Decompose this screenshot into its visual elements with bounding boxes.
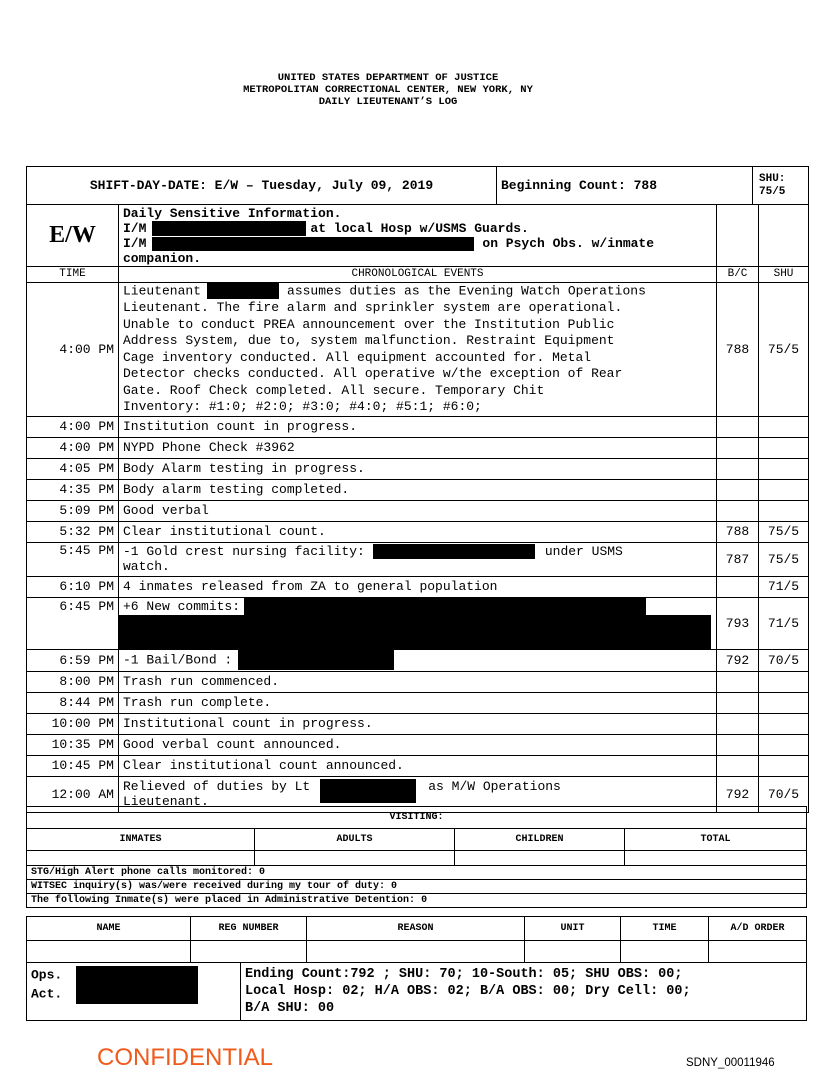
column-shu: SHU [759,267,809,283]
entry-bc [717,734,759,755]
table-row [27,283,809,416]
entry-shu [759,734,809,755]
header-line-2: METROPOLITAN CORRECTIONAL CENTER, NEW YORK, NY [243,84,533,96]
sensitive-line-3-prefix: I/M [123,236,147,252]
entry-line: Lieutenant. [123,794,209,809]
entry-time: 5:45 PM [27,542,119,576]
ending-line-3: B/A SHU: 00 [245,1001,335,1016]
entry-time: 6:59 PM [27,649,119,671]
entry-prefix: -1 Bail/Bond : [123,651,233,667]
entry-bc: 788 [717,283,759,416]
shift-day-date: SHIFT-DAY-DATE: E/W – Tuesday, July 09, 2019 [27,167,497,205]
entry-bc [717,755,759,776]
signatures [27,963,241,1021]
entry-time: 4:05 PM [27,458,119,479]
redaction-box [152,237,474,251]
entry-line: Cage inventory conducted. All equipment accounted for. Metal [123,349,592,365]
bates-number: SDNY_00011946 [686,1057,775,1069]
entry-shu [759,458,809,479]
entry-shu [759,479,809,500]
redaction-box [76,984,198,1004]
entry-line: Lieutenant. The fire alarm and sprinkler system are operational. [123,300,623,315]
table-row [27,576,809,597]
sensitive-line-3-suffix: on Psych Obs. w/inmate companion. [123,236,655,267]
sensitive-line-2-prefix: I/M [123,221,147,236]
ending-line-1: Ending Count:792 ; SHU: 70; 10-South: 05; SHU OBS: 00; [245,967,683,982]
entry-bc [717,437,759,458]
entry-shu: 70/5 [759,776,809,812]
detention-reason: REASON [307,917,525,941]
visiting-total: TOTAL [625,829,807,851]
table-row [27,437,809,458]
entry-time: 10:45 PM [27,755,119,776]
entry-prefix: Lieutenant [123,283,202,299]
redaction-box [238,650,394,670]
column-time: TIME [27,267,119,283]
entry-event: Good verbal [119,500,717,521]
table-row [27,597,809,649]
ops-label: Ops. [31,967,63,983]
shu-header-label: SHU: [759,172,786,185]
column-events: CHRONOLOGICAL EVENTS [119,267,717,283]
entry-time: 5:32 PM [27,521,119,542]
entry-time: 8:00 PM [27,671,119,692]
sensitive-info-row [27,205,809,267]
table-row [27,713,809,734]
entry-prefix: Relieved of duties by Lt [123,779,311,794]
entry-shu: 75/5 [759,542,809,576]
ending-count-table [26,962,807,1021]
entry-time: 6:10 PM [27,576,119,597]
table-row [27,671,809,692]
redaction-box [152,221,306,236]
entry-bc: 787 [717,542,759,576]
chronological-log [26,204,809,813]
watch-label: E/W [27,205,119,267]
document-header [0,72,776,108]
sensitive-title: Daily Sensitive Information. [123,206,342,221]
entry-shu [759,692,809,713]
act-label: Act. [31,986,63,1002]
header-line-1: UNITED STATES DEPARTMENT OF JUSTICE [277,72,499,84]
entry-bc [717,692,759,713]
witsec-note: WITSEC inquiry(s) was/were received during my tour of duty: 0 [27,880,807,894]
table-row [27,416,809,437]
entry-bc [717,416,759,437]
table-row [27,692,809,713]
entry-shu: 75/5 [759,521,809,542]
redaction-box [244,598,646,615]
column-header-row [27,267,809,283]
admin-detention-note: The following Inmate(s) were placed in Administrative Detention: 0 [27,894,807,908]
entry-time: 6:45 PM [27,597,119,649]
entry-shu [759,416,809,437]
detention-name: NAME [27,917,191,941]
column-bc: B/C [717,267,759,283]
entry-line: watch. [123,559,170,575]
entry-event: Trash run complete. [119,692,717,713]
entry-line: Address System, due to, system malfunction. Restraint Equipment [123,333,615,348]
entry-event [119,283,717,416]
entry-time: 10:00 PM [27,713,119,734]
entry-line: Detector checks conducted. All operative w/the exception of Rear [123,366,623,381]
detention-table [26,916,807,963]
shift-header-table [26,166,809,205]
redaction-box [373,544,535,559]
entry-bc [717,671,759,692]
entry-time: 5:09 PM [27,500,119,521]
detention-time: TIME [621,917,709,941]
entry-event: 4 inmates released from ZA to general population [119,576,717,597]
entry-time: 4:35 PM [27,479,119,500]
shu-header [753,167,809,205]
entry-event [119,542,717,576]
detention-reg: REG NUMBER [191,917,307,941]
entry-bc: 792 [717,649,759,671]
entry-line-1-suffix: assumes duties as the Evening Watch Operations [287,283,646,299]
entry-shu: 70/5 [759,649,809,671]
entry-bc: 793 [717,597,759,649]
visiting-inmates: INMATES [27,829,255,851]
ending-count [241,963,807,1021]
entry-suffix: under USMS [544,543,623,559]
entry-line: Gate. Roof Check completed. All secure. Temporary Chit [123,382,545,398]
detention-order: A/D ORDER [709,917,807,941]
table-row [27,500,809,521]
detention-unit: UNIT [525,917,621,941]
entry-event: Institutional count in progress. [119,713,717,734]
entry-bc: 792 [717,776,759,812]
entry-event: Clear institutional count announced. [119,755,717,776]
entry-shu: 71/5 [759,597,809,649]
entry-line: Unable to conduct PREA announcement over the Institution Public [123,316,615,332]
sensitive-line-2 [123,221,712,236]
table-row [27,755,809,776]
entry-bc [717,500,759,521]
sensitive-info [119,205,717,267]
entry-event: Body alarm testing completed. [119,479,717,500]
sensitive-line-2-suffix: at local Hosp w/USMS Guards. [310,221,529,236]
entry-prefix: +6 New commits: [123,598,241,614]
entry-event: Good verbal count announced. [119,734,717,755]
shu-header-value: 75/5 [759,185,786,198]
entry-bc [717,576,759,597]
entry-prefix: -1 Gold crest nursing facility: [123,543,365,559]
visiting-title: VISITING: [27,807,807,829]
entry-event: Trash run commenced. [119,671,717,692]
entry-time: 12:00 AM [27,776,119,812]
confidential-stamp: CONFIDENTIAL [97,1044,274,1071]
entry-suffix: as M/W Operations [428,779,561,794]
table-row [27,458,809,479]
entry-event: Institution count in progress. [119,416,717,437]
redaction-box [207,283,279,299]
table-row [27,521,809,542]
table-row [27,649,809,671]
ending-line-2: Local Hosp: 02; H/A OBS: 02; B/A OBS: 00; Dry Cell: 00; [245,984,691,999]
table-row [27,734,809,755]
entry-event: Body Alarm testing in progress. [119,458,717,479]
entry-shu [759,713,809,734]
entry-shu: 71/5 [759,576,809,597]
entry-time: 8:44 PM [27,692,119,713]
entry-bc [717,458,759,479]
entry-time: 4:00 PM [27,283,119,416]
sensitive-line-3 [123,236,712,266]
entry-bc [717,713,759,734]
entry-shu: 75/5 [759,283,809,416]
table-row [27,479,809,500]
entry-shu [759,500,809,521]
entry-shu [759,755,809,776]
header-line-3: DAILY LIEUTENANT’S LOG [318,96,458,108]
redaction-box [119,615,711,649]
visiting-children: CHILDREN [455,829,625,851]
entry-shu [759,671,809,692]
redaction-box [76,966,198,984]
redaction-box [320,779,416,803]
visiting-adults: ADULTS [255,829,455,851]
entry-time: 4:00 PM [27,416,119,437]
entry-event [119,597,717,649]
entry-bc [717,479,759,500]
entry-bc: 788 [717,521,759,542]
beginning-count: Beginning Count: 788 [497,167,753,205]
table-row [27,542,809,576]
entry-event: Clear institutional count. [119,521,717,542]
stg-note: STG/High Alert phone calls monitored: 0 [27,866,807,880]
entry-time: 10:35 PM [27,734,119,755]
entry-shu [759,437,809,458]
visiting-table [26,806,807,908]
entry-event [119,649,717,671]
entry-event: NYPD Phone Check #3962 [119,437,717,458]
entry-line: Inventory: #1:0; #2:0; #3:0; #4:0; #5:1; #6:0; [123,399,482,414]
entry-time: 4:00 PM [27,437,119,458]
